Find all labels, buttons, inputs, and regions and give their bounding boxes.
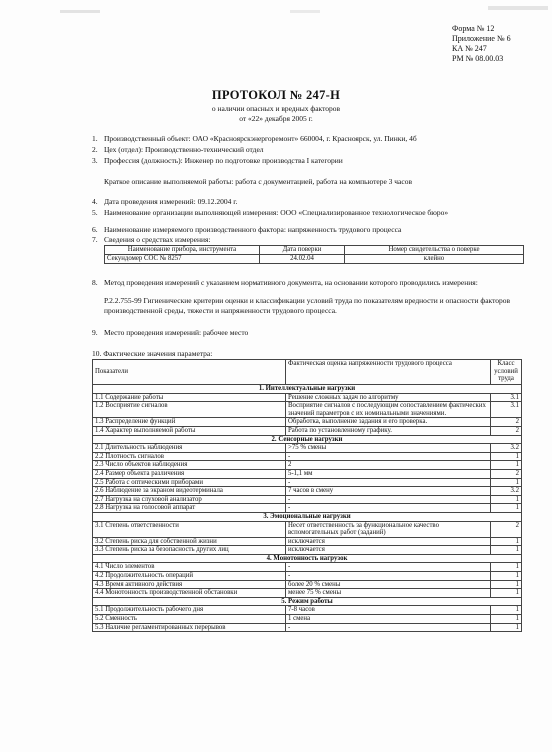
- ka-number: КА № 247: [452, 44, 487, 53]
- table-header-row: [105, 246, 524, 255]
- indicator-cell: 2.1 Длительность наблюдения: [93, 444, 286, 453]
- assessment-cell: Решение сложных задач по алгоритму: [286, 393, 491, 402]
- indicator-cell: 1.1 Содержание работы: [93, 393, 286, 402]
- table-row: [93, 546, 522, 555]
- class-cell: 1: [491, 478, 522, 487]
- indicator-cell: 2.4 Размер объекта различения: [93, 469, 286, 478]
- table-row: [105, 255, 524, 264]
- table-row: [93, 461, 522, 470]
- indicator-cell: 2.3 Число объектов наблюдения: [93, 461, 286, 470]
- class-cell: 1: [491, 563, 522, 572]
- class-cell: 1: [491, 623, 522, 632]
- class-cell: 1: [491, 589, 522, 598]
- class-cell: 1: [491, 461, 522, 470]
- table-row: [93, 615, 522, 624]
- class-cell: 2: [491, 418, 522, 427]
- section-title: 3. Эмоциональные нагрузки: [93, 512, 522, 521]
- class-cell: 2: [491, 426, 522, 435]
- assessment-cell: Восприятие сигналов с последующим сопоставлением фактических значений параметров с их номинальными значениями.: [286, 402, 491, 418]
- item-10: 10. Фактические значения параметра:: [92, 349, 213, 358]
- table-row: [93, 521, 522, 537]
- table-row: [93, 589, 522, 598]
- indicator-cell: 5.2 Сменность: [93, 615, 286, 624]
- table-row: [93, 469, 522, 478]
- table-row: [93, 606, 522, 615]
- assessment-cell: 2: [286, 461, 491, 470]
- item-4: 4. Дата проведения измерений: 09.12.2004 г.: [92, 197, 238, 206]
- item-6: 6. Наименование измеряемого производственного фактора: напряженность трудового процесса: [92, 225, 402, 234]
- class-cell: 1: [491, 452, 522, 461]
- indicator-cell: 5.1 Продолжительность рабочего дня: [93, 606, 286, 615]
- section-title: 5. Режим работы: [93, 597, 522, 606]
- verification-date: 24.02.04: [260, 255, 345, 264]
- assessment-cell: -: [286, 563, 491, 572]
- col-header: Класс условий труда: [491, 360, 522, 385]
- indicator-cell: 1.3 Распределение функций: [93, 418, 286, 427]
- indicator-cell: 3.2 Степень риска для собственной жизни: [93, 537, 286, 546]
- short-description: Краткое описание выполняемой работы: работа с документацией, работа на компьютере 3 часов: [104, 177, 412, 186]
- indicator-cell: 3.3 Степень риска за безопасность других лиц: [93, 546, 286, 555]
- section-title: 4. Монотонность нагрузок: [93, 554, 522, 563]
- section-header-row: [93, 385, 522, 394]
- item-9: 9. Место проведения измерений: рабочее место: [92, 328, 249, 337]
- table-row: [93, 623, 522, 632]
- class-cell: 1: [491, 546, 522, 555]
- assessment-cell: Работа по установленному графику.: [286, 426, 491, 435]
- table-row: [93, 580, 522, 589]
- class-cell: 1: [491, 572, 522, 581]
- scan-artifact: [60, 10, 100, 13]
- assessment-cell: более 20 % смены: [286, 580, 491, 589]
- table-row: [93, 572, 522, 581]
- protocol-subtitle: о наличии опасных и вредных факторов: [211, 104, 341, 113]
- section-header-row: [93, 554, 522, 563]
- item-5: 5. Наименование организации выполняющей измерения: ООО «Специализированное технологическое бюро»: [92, 208, 449, 217]
- indicator-cell: 4.2 Продолжительность операций: [93, 572, 286, 581]
- assessment-cell: -: [286, 572, 491, 581]
- table-row: [93, 426, 522, 435]
- assessment-cell: -: [286, 452, 491, 461]
- table-row: [93, 487, 522, 496]
- table-row: [93, 452, 522, 461]
- assessment-cell: исключается: [286, 546, 491, 555]
- class-cell: 3.1: [491, 402, 522, 418]
- indicator-cell: 1.4 Характер выполняемой работы: [93, 426, 286, 435]
- appendix-number: Приложение № 6: [452, 34, 511, 43]
- assessment-cell: -: [286, 623, 491, 632]
- class-cell: 1: [491, 537, 522, 546]
- section-title: 2. Сенсорные нагрузки: [93, 435, 522, 444]
- item-2: 2. Цех (отдел): Производственно-технический отдел: [92, 145, 264, 154]
- class-cell: 1: [491, 606, 522, 615]
- certificate-number: клейно: [345, 255, 524, 264]
- class-cell: 1: [491, 495, 522, 504]
- indicator-cell: 2.8 Нагрузка на голосовой аппарат: [93, 504, 286, 513]
- indicator-cell: 3.1 Степень ответственности: [93, 521, 286, 537]
- item-3: 3. Профессия (должность): Инженер по подготовке производства I категории: [92, 156, 343, 165]
- scan-artifact: [488, 6, 548, 10]
- assessment-cell: 1 смена: [286, 615, 491, 624]
- section-header-row: [93, 512, 522, 521]
- assessment-cell: >75 % смены: [286, 444, 491, 453]
- assessment-cell: 7-8 часов: [286, 606, 491, 615]
- assessment-cell: -: [286, 478, 491, 487]
- protocol-date: от «22» декабря 2005 г.: [239, 114, 313, 123]
- assessment-cell: Несет ответственность за функциональное качество вспомогательных работ (заданий): [286, 521, 491, 537]
- table-row: [93, 537, 522, 546]
- indicator-cell: 2.2 Плотность сигналов: [93, 452, 286, 461]
- table-row: [93, 393, 522, 402]
- item-7: 7. Сведения о средствах измерения:: [92, 235, 211, 244]
- class-cell: 1: [491, 580, 522, 589]
- assessment-cell: 5-1,1 мм: [286, 469, 491, 478]
- table-row: [93, 563, 522, 572]
- section-header-row: [93, 435, 522, 444]
- col-header: Фактическая оценка напряженности трудового процесса: [286, 360, 491, 385]
- indicator-cell: 2.6 Наблюдение за экраном видеотерминала: [93, 487, 286, 496]
- class-cell: 1: [491, 504, 522, 513]
- class-cell: 3.2: [491, 444, 522, 453]
- assessment-cell: 7 часов в смену: [286, 487, 491, 496]
- assessment-cell: Обработка, выполнение задания и его проверка.: [286, 418, 491, 427]
- section-header-row: [93, 597, 522, 606]
- item-8: 8. Метод проведения измерений с указанием нормативного документа, на основании которого проводились измерения:: [92, 278, 478, 287]
- table-row: [93, 444, 522, 453]
- table-row: [93, 504, 522, 513]
- class-cell: 2: [491, 469, 522, 478]
- assessment-cell: -: [286, 504, 491, 513]
- indicator-cell: 4.4 Монотонность производственной обстановки: [93, 589, 286, 598]
- indicator-cell: 1.2 Восприятие сигналов: [93, 402, 286, 418]
- table-header-row: [93, 360, 522, 385]
- table-row: [93, 478, 522, 487]
- section-title: 1. Интеллектуальные нагрузки: [93, 385, 522, 394]
- protocol-title: ПРОТОКОЛ № 247-Н: [211, 88, 341, 102]
- table-row: [93, 402, 522, 418]
- col-header: Показатели: [93, 360, 286, 385]
- rm-number: РМ № 08.00.03: [452, 54, 504, 63]
- col-header: Наименование прибора, инструмента: [105, 246, 260, 255]
- scan-artifact: [290, 10, 320, 13]
- col-header: Номер свидетельства о поверке: [345, 246, 524, 255]
- table-row: [93, 495, 522, 504]
- class-cell: 3.1: [491, 393, 522, 402]
- assessment-cell: исключается: [286, 537, 491, 546]
- indicator-cell: 2.5 Работа с оптическими приборами: [93, 478, 286, 487]
- parameters-table: [92, 359, 522, 632]
- form-meta: [452, 24, 511, 64]
- assessment-cell: -: [286, 495, 491, 504]
- class-cell: 1: [491, 615, 522, 624]
- item-1: 1. Производственный объект: ОАО «Красноярскэнергоремонт» 660004, г. Красноярск, ул. Пинки, 4б: [92, 134, 417, 143]
- assessment-cell: менее 75 % смены: [286, 589, 491, 598]
- indicator-cell: 4.3 Время активного действия: [93, 580, 286, 589]
- class-cell: 2: [491, 521, 522, 537]
- instrument-name: Секундомер СОС № 8257: [105, 255, 260, 264]
- col-header: Дата поверки: [260, 246, 345, 255]
- indicator-cell: 2.7 Нагрузка на слуховой анализатор: [93, 495, 286, 504]
- form-number: Форма № 12: [452, 24, 495, 33]
- class-cell: 3.2: [491, 487, 522, 496]
- table-row: [93, 418, 522, 427]
- instruments-table: [104, 245, 524, 264]
- indicator-cell: 5.3 Наличие регламентированных перерывов: [93, 623, 286, 632]
- method-description: Р.2.2.755-99 Гигиенические критерии оценки и классификации условий труда по показателям вредности и опасности факторов производственной среды, тяжести и напряженности трудового процесса.: [104, 296, 511, 315]
- indicator-cell: 4.1 Число элементов: [93, 563, 286, 572]
